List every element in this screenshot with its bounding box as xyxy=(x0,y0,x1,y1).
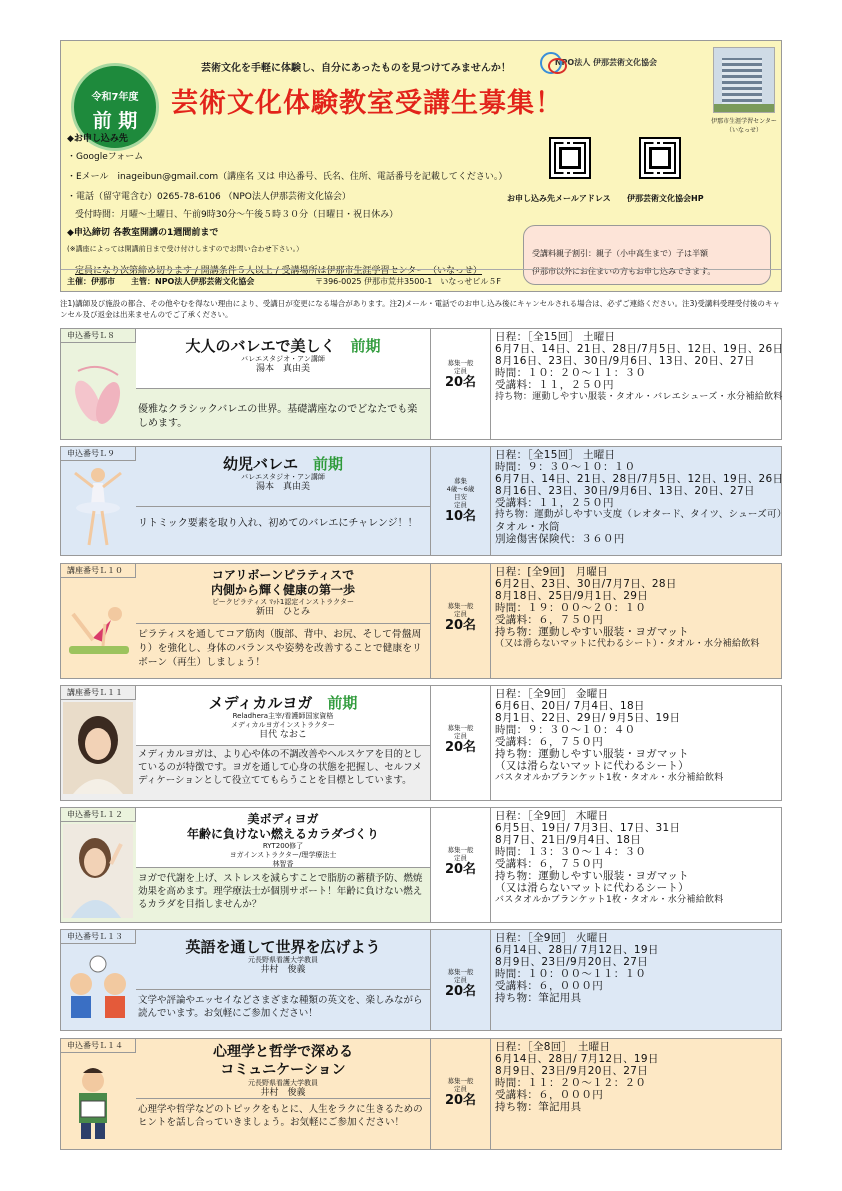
qr-code-homepage[interactable] xyxy=(639,137,681,179)
capacity-label: 募集一般 xyxy=(447,968,474,976)
course-title: 幼児バレエ 前期 xyxy=(222,455,344,473)
instructor-name: 湯本 真由美 xyxy=(255,364,310,374)
capacity: 20名 xyxy=(444,984,477,999)
apply-google: ・Googleフォーム xyxy=(67,152,144,162)
info-line: 時間：９：３０～１０：１０ xyxy=(495,461,636,473)
course-title: 美ボディヨガ xyxy=(247,812,319,826)
course-code: 申込番号Ｌ８ xyxy=(61,329,136,343)
capacity: 20名 xyxy=(444,862,477,877)
info-line: 持ち物：運動しやすい服装・タオル・バレエシューズ・水分補給飲料 xyxy=(495,392,783,402)
course-l8 xyxy=(60,328,782,440)
logo-mark-icon xyxy=(537,50,552,74)
season-name: 前 期 xyxy=(92,110,138,132)
host: 主催：伊那市 xyxy=(67,277,115,286)
info-line: 時間：１０：００～１１：１０ xyxy=(495,968,647,980)
info-line: 8月16日、23日、30日/9月6日、13日、20日、27日 xyxy=(495,355,755,367)
capacity: 20名 xyxy=(444,1093,477,1108)
course-description: ピラティスを通してコア筋肉（腹部、背中、お尻、そして骨盤周り）を強化し、身体のバランスや姿勢を改善することで健康をリボーン（再生）しましょう！ xyxy=(138,629,422,668)
discount-line-2: 伊那市以外にお住まいの方もお申し込みできます。 xyxy=(532,267,716,276)
header-panel xyxy=(60,40,782,292)
course-code: 講座番号Ｌ１１ xyxy=(61,686,136,700)
course-info xyxy=(491,930,781,1030)
info-line: 持ち物：運動しやすい服装・ヨガマット xyxy=(495,748,689,760)
capacity-sub: 定員 xyxy=(454,732,467,740)
info-line: 日程：[全9回] 月曜日 xyxy=(495,566,608,578)
capacity-sub: 定員 xyxy=(454,854,467,862)
qr-homepage-caption: 伊那芸術文化協会HP xyxy=(627,194,704,203)
apply-phone: ・電話（留守電含む）0265-78-6106 （NPO法人伊那芸術文化協会） xyxy=(67,192,351,202)
capacity-note: 目安 xyxy=(454,493,467,501)
course-code: 申込番号Ｌ１３ xyxy=(61,930,136,944)
course-l12 xyxy=(60,807,782,923)
course-l14 xyxy=(60,1038,782,1150)
term-badge: 前期 xyxy=(350,337,381,355)
course-subtitle: 年齢に負けない燃えるカラダづくり xyxy=(187,827,379,841)
capacity: 20名 xyxy=(444,740,477,755)
info-line: 8月9日、23日/9月20日、27日 xyxy=(495,956,649,968)
course-subtitle: 内側から輝く健康の第一歩 xyxy=(210,583,355,597)
capacity-label: 募集 xyxy=(454,477,467,485)
host-bar xyxy=(61,269,781,291)
capacity-label: 募集一般 xyxy=(447,846,474,854)
instructor-role: ピークピラティス ﾏｯﾄ1認定インストラクター xyxy=(212,598,354,606)
info-line: （又は滑らないマットに代わるシート） xyxy=(495,760,689,772)
info-line: 8月1日、22日、29日/ 9月5日、19日 xyxy=(495,712,681,724)
info-line: 時間：１０：２０～１１：３０ xyxy=(495,367,647,379)
reading-person-icon xyxy=(63,1059,133,1143)
info-line: 時間：１１：２０～１２：２０ xyxy=(495,1077,647,1089)
info-line: 8月18日、25日/9月1日、29日 xyxy=(495,590,649,602)
tagline: 芸術文化を手軽に体験し、自分にあったものを見つけてみませんか！ xyxy=(201,63,511,74)
course-title: メディカルヨガ 前期 xyxy=(208,694,358,712)
info-line: （又は滑らないマットに代わるシート）・タオル・水分補給飲料 xyxy=(495,639,760,649)
info-line: 別途傷害保険代：３６０円 xyxy=(495,533,625,545)
course-description: メディカルヨガは、より心や体の不調改善やヘルスケアを目的としているのが特徴です。ヨガを通して心身の状態を把握し、セルフメディケーションとして役立ててもらうことを目標としています。 xyxy=(138,749,422,786)
qr-code-email[interactable] xyxy=(549,137,591,179)
course-description: 心理学や哲学などのトピックをもとに、人生をラクに生きるためのヒントを話し合っていきましょう。お気軽にご参加ください！ xyxy=(138,1104,423,1128)
course-description: リトミック要素を取り入れ、初めてのバレエにチャレンジ！！ xyxy=(138,518,418,529)
info-line: 受講料：１１，２５０円 xyxy=(495,379,614,391)
instructor-role: 元長野県看護大学教員 xyxy=(248,1079,318,1087)
instructor-name: 井村 俊義 xyxy=(260,1088,306,1098)
info-line: タオル・水筒 xyxy=(495,521,560,533)
capacity-sub: 定員 xyxy=(454,367,467,375)
info-line: 時間：１９：００～２０：１０ xyxy=(495,602,647,614)
instructor-role: Reladhera主宰/看護師国家資格 xyxy=(232,712,334,720)
info-line: 持ち物：運動しやすい服装・ヨガマット xyxy=(495,626,689,638)
course-l10 xyxy=(60,563,782,679)
info-line: 日程：［全9回］ 金曜日 xyxy=(495,688,609,700)
info-line: 8月9日、23日/9月20日、27日 xyxy=(495,1065,649,1077)
instructor-role: 元長野県看護大学教員 xyxy=(248,956,318,964)
capacity-label: 募集一般 xyxy=(447,602,474,610)
info-line: バスタオルかブランケット1枚・タオル・水分補給飲料 xyxy=(495,773,724,783)
info-line: 時間：１３：３０～１４：３０ xyxy=(495,846,647,858)
capacity: 20名 xyxy=(444,618,477,633)
course-l11 xyxy=(60,685,782,801)
pilates-icon xyxy=(63,584,133,670)
instructor-photo xyxy=(63,824,133,918)
deadline: ◆申込締切 各教室開講の1週間前まで xyxy=(67,228,219,238)
course-l13 xyxy=(60,929,782,1031)
info-line: 日程：［全8回］ 土曜日 xyxy=(495,1041,611,1053)
term-badge: 前期 xyxy=(327,694,358,712)
capacity-label: 募集一般 xyxy=(447,724,474,732)
apply-email: ・Eメール inageibun@gmail.com（講座名 又は 申込番号、氏名、住所、電話番号を記載してください。） xyxy=(67,172,508,182)
course-info xyxy=(491,808,781,922)
course-code: 申込番号Ｌ１４ xyxy=(61,1039,136,1053)
instructor-name: 林智香 xyxy=(272,860,294,868)
info-line: 持ち物：運動がしやすい支度（レオタード、タイツ、シューズ可） xyxy=(495,509,787,520)
info-line: 持ち物：筆記用具 xyxy=(495,992,582,1004)
course-info xyxy=(491,447,787,555)
course-info xyxy=(491,1039,781,1149)
page-title: 芸術文化体験教室受講生募集！ xyxy=(171,88,563,119)
info-line: 6月7日、14日、21日、28日/7月5日、12日、19日、26日 xyxy=(495,473,784,485)
info-line: 日程：［全15回］ 土曜日 xyxy=(495,449,616,461)
qr-email-caption: お申し込み先メールアドレス xyxy=(507,194,611,203)
course-code: 申込番号Ｌ９ xyxy=(61,447,136,461)
capacity-label: 募集一般 xyxy=(447,1077,474,1085)
apply-heading: ◆お申し込み先 xyxy=(67,134,128,144)
info-line: 6月14日、28日/ 7月12日、19日 xyxy=(495,944,659,956)
conditions: 定員になり次第締め切ります / 開講条件５人以上 / 受講場所は伊那市生涯学習センター （いなっせ） xyxy=(75,266,483,276)
course-title: 大人のバレエで美しく 前期 xyxy=(185,337,381,355)
apply-hours: 受付時間：月曜～土曜日、午前9時30分～午後５時３０分（日曜日・祝日休み） xyxy=(75,210,399,220)
info-line: 受講料：６，７５０円 xyxy=(495,736,603,748)
info-line: 持ち物：筆記用具 xyxy=(495,1101,582,1113)
instructor-role: バレエスタジオ・アン講師 xyxy=(241,355,325,363)
course-info xyxy=(491,686,781,800)
instructor-name: 湯本 真由美 xyxy=(255,482,310,492)
english-learning-icon xyxy=(63,952,133,1022)
instructor-role: RYT200修了 xyxy=(262,842,304,850)
association-logo xyxy=(537,49,657,75)
info-line: 6月6日、20日/ 7月4日、18日 xyxy=(495,700,645,712)
info-line: バスタオルかブランケット1枚・タオル・水分補給飲料 xyxy=(495,895,724,905)
info-line: 受講料：６，０００円 xyxy=(495,980,603,992)
capacity-sub: 定員 xyxy=(454,610,467,618)
info-line: 6月2日、23日、30日/7月7日、28日 xyxy=(495,578,677,590)
course-title: コアリボーンピラティスで xyxy=(211,568,355,582)
course-code: 申込番号Ｌ１２ xyxy=(61,808,136,822)
info-line: 6月14日、28日/ 7月12日、19日 xyxy=(495,1053,659,1065)
capacity: 10名 xyxy=(444,509,477,524)
info-line: 時間：９：３０～１０：４０ xyxy=(495,724,636,736)
ballerina-icon xyxy=(63,463,133,553)
course-description: 優雅なクラシックバレエの世界。基礎講座なのでどなたでも楽しめます。 xyxy=(138,404,418,429)
info-line: 6月5日、19日/ 7月3日、17日、31日 xyxy=(495,822,681,834)
term-badge: 前期 xyxy=(313,455,344,473)
info-line: 受講料：６，７５０円 xyxy=(495,858,603,870)
capacity-label: 募集一般 xyxy=(447,359,474,367)
logo-text: NPO法人 伊那芸術文化協会 xyxy=(554,57,657,67)
ballet-shoes-icon xyxy=(63,351,133,431)
instructor-name: 目代 なおこ xyxy=(259,730,307,740)
deadline-note: (※講座によっては開講前日まで受け付けしますのでお問い合わせ下さい。） xyxy=(67,245,304,253)
instructor-role: バレエスタジオ・アン講師 xyxy=(241,473,325,481)
instructor-role-2: メディカルヨガインストラクター xyxy=(231,721,335,729)
address: 〒396-0025 伊那市荒井3500-1 いなっせビル５F xyxy=(315,277,501,286)
season-year: 令和7年度 xyxy=(91,92,139,103)
info-line: 6月7日、14日、21日、28日/7月5日、12日、19日、26日 xyxy=(495,343,784,355)
info-line: 8月16日、23日、30日/9月6日、13日、20日、27日 xyxy=(495,485,755,497)
info-line: 日程：［全15回］ 土曜日 xyxy=(495,331,616,343)
info-line: 受講料：６，０００円 xyxy=(495,1089,603,1101)
discount-line-1: 受講料親子割引：親子（小中高生まで）子は半額 xyxy=(532,249,708,258)
capacity-sub: 定員 xyxy=(454,976,467,984)
course-subtitle: コミュニケーション xyxy=(220,1062,346,1078)
course-title: 英語を通して世界を広げよう xyxy=(185,938,381,956)
instructor-name: 井村 俊義 xyxy=(260,965,306,975)
info-line: 日程：［全9回］ 火曜日 xyxy=(495,932,609,944)
course-description: 文学や評論やエッセイなどさまざまな種類の英文を、楽しみながら読んでいます。お気軽にご参加ください！ xyxy=(138,995,423,1019)
instructor-role-2: ヨガインストラクター/理学療法士 xyxy=(229,851,337,859)
capacity-sub: 定員 xyxy=(454,1085,467,1093)
course-info xyxy=(491,329,784,439)
course-l9 xyxy=(60,446,787,556)
capacity-age: 4歳～6歳 xyxy=(446,485,475,493)
info-line: 受講料：６，７５０円 xyxy=(495,614,603,626)
building-caption: 伊那市生涯学習センター（いなっせ） xyxy=(711,118,777,134)
info-line: 日程：［全9回］ 木曜日 xyxy=(495,810,609,822)
info-line: 受講料：１１，２５０円 xyxy=(495,497,614,509)
info-line: 持ち物：運動しやすい服装・ヨガマット xyxy=(495,870,689,882)
info-line: 8月7日、21日/9月4日、18日 xyxy=(495,834,642,846)
capacity-sub: 定員 xyxy=(454,501,467,509)
building-photo xyxy=(713,47,775,113)
organizer: 主管：NPO法人伊那芸術文化協会 xyxy=(131,277,255,286)
info-line: （又は滑らないマットに代わるシート） xyxy=(495,882,689,894)
instructor-name: 新田 ひとみ xyxy=(255,607,310,617)
course-description: ヨガで代謝を上げ、ストレスを減らすことで脂肪の蓄積予防、燃焼効果を高めます。理学療法士が個別サポート！年齢に負けない燃えるカラダを目指しませんか？ xyxy=(138,873,423,910)
course-code: 講座番号Ｌ１０ xyxy=(61,564,136,578)
course-title: 心理学と哲学で深める xyxy=(213,1044,353,1060)
capacity: 20名 xyxy=(444,375,477,390)
course-info xyxy=(491,564,781,678)
instructor-photo xyxy=(63,702,133,794)
notes: 注1)講師及び施設の都合、その他やむを得ない理由により、受講日が変更になる場合があります。注2)メール・電話でのお申し込み後にキャンセルされる場合は、必ずご連絡ください。注3)受講料受理受付後のキャンセル及び返金は出来ませんのでご了承ください。 xyxy=(60,299,780,319)
